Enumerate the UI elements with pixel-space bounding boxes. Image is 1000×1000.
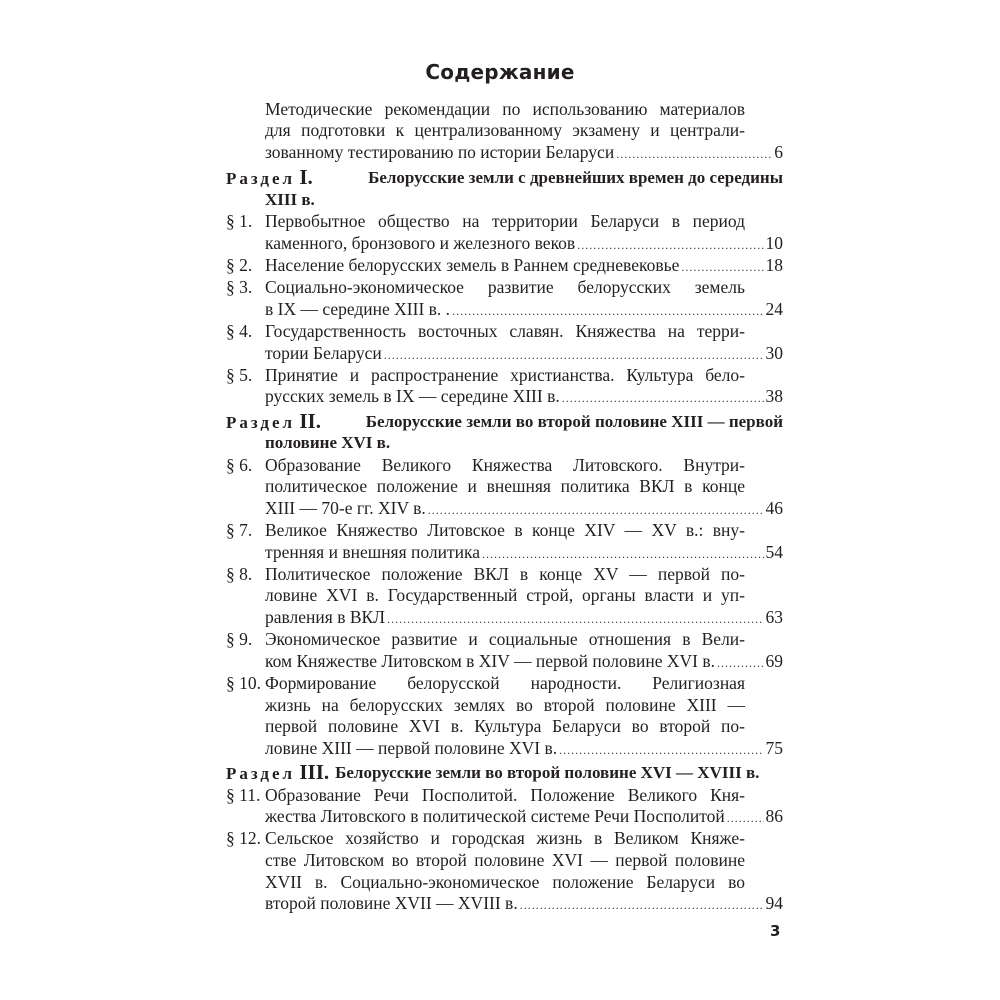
page-reference[interactable]: 6 <box>774 141 783 162</box>
section-title: Белорусские земли во второй половине XIII — первой <box>365 411 783 431</box>
page-reference[interactable]: 86 <box>765 806 783 827</box>
entry-text-line: стве Литовском во второй половине XVI — первой половине <box>265 849 745 870</box>
paragraph-number: § 2. <box>226 254 253 275</box>
paragraph-number: § 12. <box>226 828 261 849</box>
leader-dots <box>452 301 763 323</box>
toc-entry[interactable] <box>226 255 783 277</box>
page-reference[interactable]: 63 <box>765 607 783 627</box>
entry-text-line: Первобытное общество на территории Беларуси в период § 1. <box>226 211 745 232</box>
toc-entry[interactable] <box>226 673 783 759</box>
entry-text-line: Политическое положение ВКЛ в конце XV — первой по- § 8. <box>226 563 745 584</box>
entry-final-line <box>265 542 783 564</box>
leader-dots <box>384 345 764 367</box>
section-roman: II. <box>299 408 321 433</box>
entry-final-line <box>265 651 783 673</box>
page-reference[interactable]: 24 <box>765 298 783 319</box>
entry-final-line <box>226 254 783 277</box>
toc-entry[interactable] <box>226 211 783 254</box>
page-reference[interactable]: 46 <box>765 497 783 518</box>
paragraph-number: § 11. <box>226 784 261 805</box>
entry-text-line: ком Княжестве Литовском в XIV — первой половине XVI в. <box>265 650 715 671</box>
entry-text-line: Экономическое развитие и социальные отношения в Вели- § 9. <box>226 629 745 650</box>
page-reference[interactable]: 94 <box>765 893 783 914</box>
entry-text-line: каменного, бронзового и железного веков <box>265 232 576 253</box>
toc-entry[interactable] <box>226 321 783 364</box>
entry-text-line: Образование Великого Княжества Литовского. Внутри- § 6. <box>226 454 745 475</box>
entry-text-line: Принятие и распространение христианства. Культура бело- § 5. <box>226 364 745 385</box>
section-label-group <box>226 408 321 433</box>
section-heading <box>226 408 783 454</box>
table-of-contents <box>226 98 783 915</box>
entry-text-line: XVII в. Социально-экономическое положение Беларуси во <box>265 871 745 892</box>
leader-dots <box>681 257 763 279</box>
section-label: Раздел <box>226 412 296 432</box>
entry-text-line: тории Беларуси <box>265 342 382 363</box>
section-roman: I. <box>299 165 313 190</box>
paragraph-number: § 1. <box>226 211 253 232</box>
toc-entry[interactable] <box>226 785 783 828</box>
intro-entry[interactable] <box>226 99 783 164</box>
section-title-line <box>226 762 783 784</box>
entry-text-line: для подготовки к централизованному экзамену и централи- <box>265 120 745 141</box>
section-label: Раздел <box>226 764 296 784</box>
entry-final-line <box>265 299 783 321</box>
entry-text-line: Формирование белорусской народности. Религиозная § 10. <box>226 672 745 693</box>
entry-text-line: Сельское хозяйство и городская жизнь в Великом Княже- § 12. <box>226 828 745 849</box>
entry-text-line: Методические рекомендации по использованию материалов <box>265 98 745 119</box>
section-roman: III. <box>299 760 330 785</box>
toc-entry[interactable] <box>226 365 783 408</box>
entry-text-line: Государственность восточных славян. Княжества на терри- § 4. <box>226 320 745 341</box>
leader-dots <box>482 544 763 566</box>
entry-final-line <box>265 738 783 760</box>
entry-text-line: ловине XVI в. Государственный строй, органы власти и уп- <box>265 585 745 606</box>
paragraph-number: § 9. <box>226 629 253 650</box>
page-reference[interactable]: 30 <box>765 342 783 363</box>
entry-text-line: Образование Речи Посполитой. Положение Великого Кня- § 11. <box>226 784 745 805</box>
section-label: Раздел <box>226 169 296 189</box>
section-title-line: XIII в. <box>265 189 315 209</box>
paragraph-number: § 8. <box>226 563 253 584</box>
entry-text-line: Социально-экономическое развитие белорусских земель § 3. <box>226 277 745 298</box>
entry-text-line: жизнь на белорусских землях во второй половине XIII — <box>265 694 745 715</box>
entry-final-line <box>265 233 783 255</box>
entry-final-line <box>265 806 783 828</box>
entry-text-line: тренняя и внешняя политика <box>265 541 481 562</box>
leader-dots <box>520 895 764 917</box>
entry-text-line: XIII — 70-е гг. XIV в. <box>265 497 426 518</box>
entry-text-line: Великое Княжество Литовское в конце XIV — XV в.: вну- § 7. <box>226 520 745 541</box>
page-reference[interactable]: 10 <box>765 232 783 253</box>
toc-entry[interactable] <box>226 277 783 320</box>
section-title-line <box>226 408 783 433</box>
leader-dots <box>562 388 764 410</box>
toc-entry[interactable] <box>226 520 783 563</box>
toc-entry[interactable] <box>226 564 783 629</box>
page-reference[interactable]: 69 <box>765 650 783 671</box>
entry-text-line: жества Литовского в политической системе Речи Посполитой <box>265 806 725 827</box>
entry-final-line <box>265 607 783 629</box>
entry-final-line <box>265 893 783 915</box>
toc-entry[interactable] <box>226 629 783 672</box>
entry-final-line <box>265 142 783 164</box>
toc-entry[interactable] <box>226 828 783 914</box>
entry-text-line: в IX — середине XIII в. . <box>265 298 451 319</box>
leader-dots <box>428 500 764 522</box>
section-label-group <box>226 167 313 189</box>
entry-final-line <box>265 498 783 520</box>
paragraph-number: § 6. <box>226 454 253 475</box>
entry-text-line: зованному тестированию по истории Беларуси <box>265 141 615 162</box>
leader-dots <box>559 740 763 762</box>
entry-text-line: первой половине XVI в. Культура Беларуси во второй по- <box>265 716 745 737</box>
entry-text-line: Население белорусских земель в Раннем средневековье <box>265 254 680 275</box>
section-title-line: половине XVI в. <box>265 433 391 453</box>
leader-dots <box>727 808 764 830</box>
entry-text-line: второй половине XVII — XVIII в. <box>265 893 518 914</box>
page-number: 3 <box>770 922 781 940</box>
section-title-line <box>226 167 783 189</box>
entry-text-line: равления в ВКЛ <box>265 607 386 627</box>
page-reference[interactable]: 75 <box>765 737 783 758</box>
page-reference[interactable]: 38 <box>765 386 783 407</box>
paragraph-number: § 7. <box>226 520 253 541</box>
section-heading <box>226 167 783 210</box>
section-label-group <box>226 762 329 784</box>
toc-entry[interactable] <box>226 455 783 520</box>
entry-text-line: политическое положение и внешняя политика ВКЛ в конце <box>265 476 745 497</box>
page-title: Содержание <box>425 60 575 84</box>
entry-final-line <box>265 386 783 408</box>
paragraph-number: § 3. <box>226 277 253 298</box>
page-reference[interactable]: 18 <box>765 254 783 275</box>
entry-text-line: русских земель в IX — середине XIII в. <box>265 386 560 407</box>
entry-text-line: ловине XIII — первой половине XVI в. <box>265 737 558 758</box>
leader-dots <box>717 653 764 675</box>
leader-dots <box>577 235 763 257</box>
paragraph-number: § 5. <box>226 364 253 385</box>
section-title: Белорусские земли с древнейших времен до середины <box>368 168 783 188</box>
section-title: Белорусские земли во второй половине XVI — XVIII в. <box>335 763 760 783</box>
page-reference[interactable]: 54 <box>765 541 783 562</box>
leader-dots <box>616 144 772 166</box>
paragraph-number: § 4. <box>226 320 253 341</box>
section-heading <box>226 762 783 784</box>
paragraph-number: § 10. <box>226 672 261 693</box>
entry-final-line <box>265 343 783 365</box>
leader-dots <box>387 609 763 631</box>
